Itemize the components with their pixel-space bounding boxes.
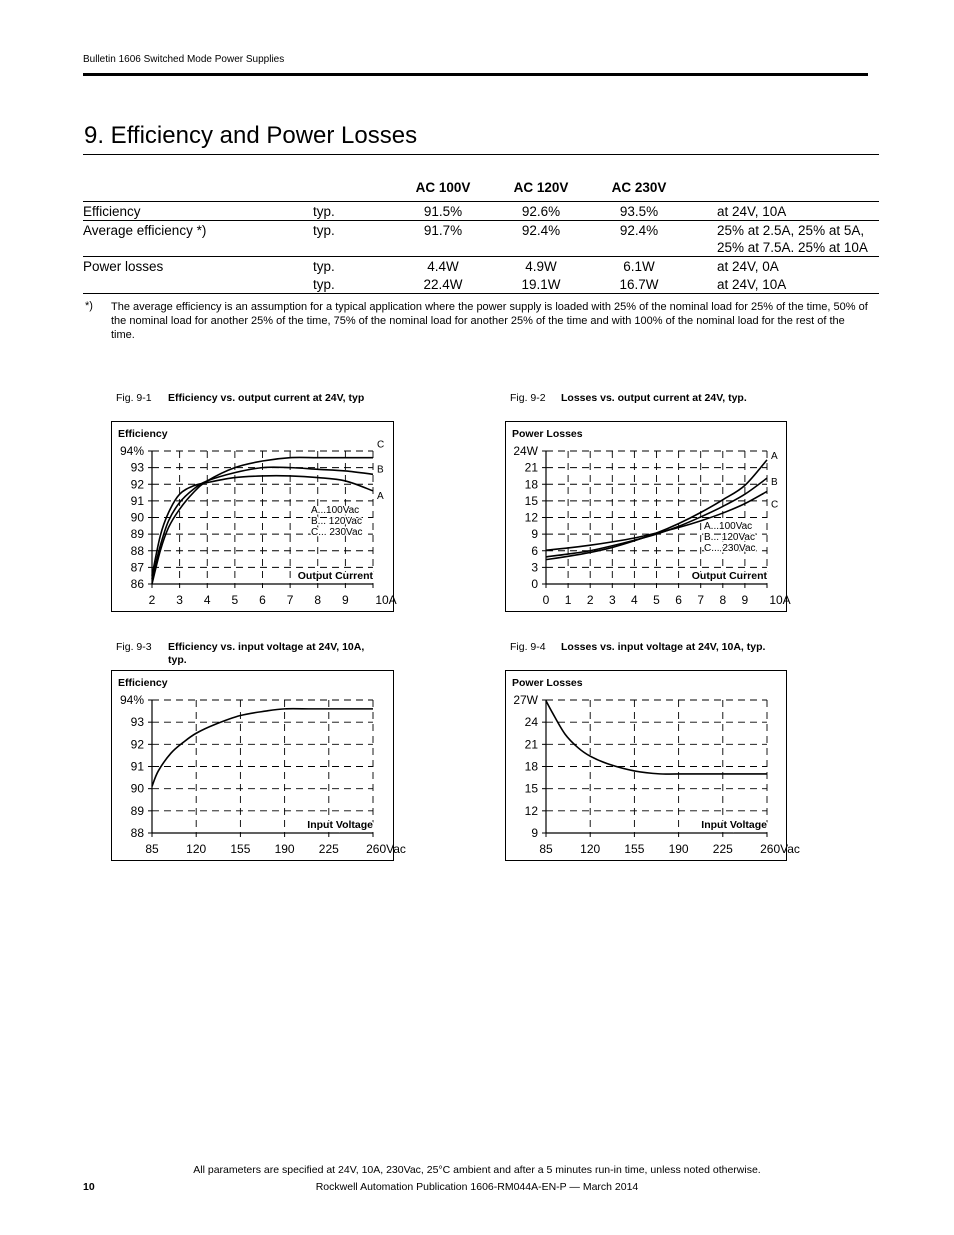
header-cell-ac230: AC 230V	[611, 180, 667, 195]
y-tick-label: 9	[531, 826, 538, 840]
figure-title: Losses vs. output current at 24V, typ.	[561, 392, 747, 404]
y-tick-label: 89	[130, 803, 144, 818]
figure-title: Efficiency vs. output current at 24V, typ	[168, 392, 365, 404]
x-axis-title: Input Voltage	[307, 819, 373, 831]
row-value-100: 4.4W	[393, 257, 493, 276]
losses-vs-current-chart	[505, 421, 791, 612]
y-tick-label: 88	[130, 543, 144, 558]
row-value-120: 92.4%	[493, 221, 589, 257]
row-value-120: 19.1W	[493, 275, 589, 294]
chart-svg	[506, 422, 791, 611]
x-tick-label: 7	[286, 593, 294, 607]
y-tick-label: 86	[130, 577, 144, 591]
table-row	[83, 202, 879, 221]
x-tick-label: 190	[668, 842, 689, 856]
x-tick-label: 155	[230, 842, 251, 856]
x-tick-label: 6	[259, 593, 266, 607]
figure-number: Fig. 9-2	[510, 392, 546, 404]
x-tick-label: 190	[274, 842, 295, 856]
series-label: C	[377, 439, 385, 451]
y-tick-label: 91	[130, 493, 144, 508]
x-tick-label: 9	[741, 593, 749, 607]
header-cell-typ	[313, 180, 393, 202]
y-tick-label: 93	[130, 715, 144, 730]
x-tick-label: 3	[608, 593, 616, 607]
title-rule	[83, 154, 879, 155]
efficiency-vs-voltage-chart	[111, 670, 406, 861]
x-axis-title: Output Current	[691, 570, 767, 582]
chart-title: Efficiency	[118, 428, 168, 440]
y-tick-label: 91	[130, 759, 144, 774]
efficiency-table	[83, 180, 879, 294]
x-tick-label: 7	[697, 593, 705, 607]
legend-entry: C... 230Vac	[311, 527, 363, 538]
y-tick-label: 87	[130, 560, 144, 575]
row-label: Power losses	[83, 257, 313, 276]
x-tick-label: 260Vac	[366, 842, 406, 856]
y-tick-label: 3	[531, 560, 538, 575]
y-tick-label: 18	[524, 477, 538, 492]
losses-vs-voltage-chart	[505, 670, 800, 861]
x-tick-label: 85	[539, 842, 553, 856]
y-tick-label: 92	[130, 737, 144, 752]
x-tick-label: 2	[586, 593, 594, 607]
chart-svg	[112, 422, 397, 611]
chart-svg	[506, 671, 800, 860]
footnote-mark: *)	[85, 300, 93, 312]
footnote-text: The average efficiency is an assumption for a typical application where the power supply is loaded with 25% of the nominal load for 25% of the time, 50% of the nominal load for another 25% of the time, 75% of the nominal load for another 25% of the time and with 100% of the nominal load for the rest of the time.	[111, 301, 868, 341]
legend-entry: A...100Vac	[704, 521, 753, 532]
y-tick-label: 12	[524, 803, 538, 818]
header-cell-ac120: AC 120V	[513, 180, 569, 195]
row-typ: typ.	[313, 221, 393, 257]
series-label: B	[771, 477, 778, 489]
x-tick-label: 6	[675, 593, 682, 607]
x-tick-label: 10A	[375, 593, 397, 607]
x-tick-label: 85	[145, 842, 159, 856]
legend-entry: B... 120Vac	[311, 516, 362, 527]
y-tick-label: 24	[524, 715, 538, 730]
y-tick-label: 89	[130, 527, 144, 542]
y-tick-label: 12	[524, 510, 538, 525]
row-condition: at 24V, 0A	[689, 257, 879, 276]
figure-number: Fig. 9-1	[116, 392, 152, 404]
row-label: Average efficiency *)	[83, 221, 313, 257]
x-tick-label: 3	[176, 593, 183, 607]
x-tick-label: 9	[342, 593, 349, 607]
header-cell-ac100: AC 100V	[415, 180, 471, 195]
row-value-100: 91.5%	[393, 202, 493, 221]
y-tick-label: 6	[531, 543, 538, 558]
chart-title: Efficiency	[118, 677, 168, 689]
x-tick-label: 120	[186, 842, 207, 856]
x-tick-label: 0	[542, 593, 550, 607]
row-value-120: 92.6%	[493, 202, 589, 221]
row-value-100: 22.4W	[393, 275, 493, 294]
publication-line: Rockwell Automation Publication 1606-RM044A-EN-P — March 2014	[315, 1181, 639, 1193]
row-condition: at 24V, 10A	[689, 202, 879, 221]
x-tick-label: 5	[653, 593, 660, 607]
table-header-row	[83, 180, 879, 202]
y-tick-label: 15	[524, 493, 538, 508]
y-tick-label: 94%	[119, 693, 144, 707]
table-row	[83, 221, 879, 257]
series-line	[546, 701, 767, 774]
row-value-120: 4.9W	[493, 257, 589, 276]
y-tick-label: 93	[130, 460, 144, 475]
series-label: C	[771, 499, 779, 511]
figure-number: Fig. 9-4	[510, 641, 546, 653]
x-tick-label: 260Vac	[760, 842, 800, 856]
y-tick-label: 90	[130, 510, 144, 525]
chart-svg	[112, 671, 406, 860]
row-typ: typ.	[313, 202, 393, 221]
row-label: Efficiency	[83, 202, 313, 221]
x-tick-label: 4	[631, 593, 638, 607]
figure-number: Fig. 9-3	[116, 641, 152, 653]
y-tick-label: 21	[524, 737, 538, 752]
x-axis-title: Output Current	[297, 570, 373, 582]
row-value-230: 92.4%	[589, 221, 689, 257]
header-rule	[83, 73, 868, 76]
efficiency-vs-current-chart	[111, 421, 397, 612]
x-tick-label: 155	[624, 842, 645, 856]
row-value-230: 6.1W	[589, 257, 689, 276]
running-header: Bulletin 1606 Switched Mode Power Supplies	[83, 54, 285, 65]
y-tick-label: 21	[524, 460, 538, 475]
x-tick-label: 4	[203, 593, 211, 607]
row-condition: 25% at 2.5A, 25% at 5A, 25% at 7.5A. 25% at 10A	[689, 221, 879, 257]
x-tick-label: 2	[148, 593, 156, 607]
x-tick-label: 120	[580, 842, 601, 856]
y-tick-label: 92	[130, 477, 144, 492]
x-tick-label: 1	[564, 593, 572, 607]
row-condition: at 24V, 10A	[689, 275, 879, 294]
y-tick-label: 18	[524, 759, 538, 774]
row-value-230: 93.5%	[589, 202, 689, 221]
row-typ: typ.	[313, 275, 393, 294]
table-row	[83, 257, 879, 276]
y-tick-label: 88	[130, 826, 144, 840]
y-tick-label: 9	[531, 527, 538, 542]
x-tick-label: 10A	[769, 593, 791, 607]
series-label: B	[377, 464, 384, 476]
y-tick-label: 15	[524, 781, 538, 796]
chart-title: Power Losses	[512, 428, 583, 440]
section-title: 9. Efficiency and Power Losses	[84, 122, 418, 149]
row-label	[83, 275, 313, 294]
chart-title: Power Losses	[512, 677, 583, 689]
x-tick-label: 5	[231, 593, 239, 607]
x-tick-label: 225	[712, 842, 733, 856]
x-axis-title: Input Voltage	[701, 819, 767, 831]
row-value-100: 91.7%	[393, 221, 493, 257]
y-tick-label: 90	[130, 781, 144, 796]
footer-note: All parameters are specified at 24V, 10A, 230Vac, 25°C ambient and after a 5 minutes run-in time, unless noted otherwise.	[193, 1164, 761, 1176]
figure-title: Losses vs. input voltage at 24V, 10A, typ.	[561, 641, 766, 653]
figure-title: Efficiency vs. input voltage at 24V, 10A, typ.	[168, 641, 365, 666]
page-number: 10	[83, 1181, 95, 1193]
y-tick-label: 27W	[513, 693, 538, 707]
y-tick-label: 94%	[119, 444, 144, 458]
y-tick-label: 24W	[513, 444, 538, 458]
header-cell-condition	[689, 180, 879, 202]
series-label: A	[377, 490, 384, 502]
row-typ: typ.	[313, 257, 393, 276]
legend-entry: B... 120Vac	[704, 532, 755, 543]
series-line	[152, 709, 373, 787]
x-tick-label: 225	[318, 842, 339, 856]
x-tick-label: 8	[314, 593, 322, 607]
legend-entry: C... 230Vac	[704, 543, 756, 554]
y-tick-label: 0	[531, 577, 538, 591]
legend-entry: A...100Vac	[311, 505, 360, 516]
header-cell-label	[83, 180, 313, 202]
row-value-230: 16.7W	[589, 275, 689, 294]
x-tick-label: 8	[719, 593, 727, 607]
series-label: A	[771, 450, 778, 462]
table-row	[83, 275, 879, 294]
